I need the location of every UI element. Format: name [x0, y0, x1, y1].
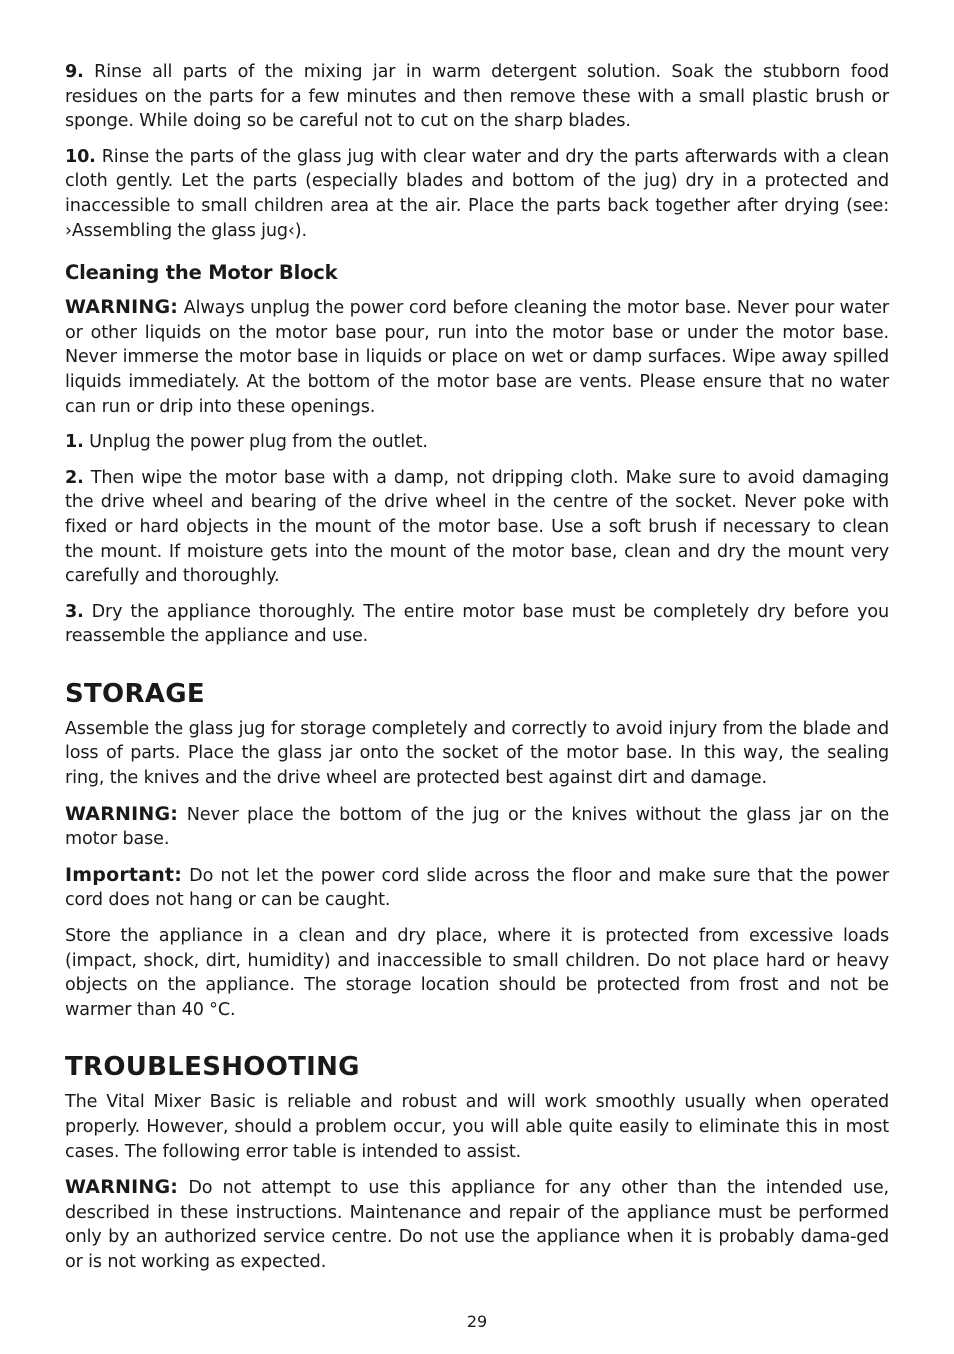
motor-step-1	[65, 430, 889, 455]
step-number: 2.	[65, 467, 84, 488]
step-text: Unplug the power plug from the outlet.	[89, 432, 428, 453]
step-number: 10.	[65, 146, 96, 167]
step-10	[65, 145, 889, 243]
troubleshooting-warning	[65, 1175, 889, 1274]
important-text: Do not let the power cord slide across the floor and make sure that the power cord does not hang or can be caught.	[65, 865, 889, 911]
warning-label: WARNING:	[65, 802, 179, 825]
page-number: 29	[466, 1312, 488, 1331]
warning-text: Do not attempt to use this appliance for any other than the intended use, described in these instructions. Maintenance and repair of the appliance must be performed only by an authorized service centre. Do not use the appliance when it is probably dama-ged or is not working as expected.	[65, 1178, 889, 1272]
document-page	[65, 60, 889, 1286]
motor-block-warning	[65, 295, 889, 419]
step-text: Then wipe the motor base with a damp, not dripping cloth. Make sure to avoid damaging the drive wheel and bearing of the drive wheel in the centre of the socket. Never poke with fixed or hard objects in the mount of the motor base. Use a soft brush if necessary to clean the mount. If moisture gets into the mount of the motor base, clean and dry the mount very carefully and thoroughly.	[65, 467, 889, 587]
storage-warning	[65, 802, 889, 852]
step-text: Rinse the parts of the glass jug with clear water and dry the parts afterwards with a clean cloth gently. Let the parts (especially blades and bottom of the jug) dry in a protected and inaccessible to small children area at the air. Place the parts back together after drying (see: ›Assembling the glass jug‹).	[65, 146, 889, 241]
troubleshooting-paragraph: The Vital Mixer Basic is reliable and robust and will work smoothly usually when operated properly. However, should a problem occur, you will able quite easily to eliminate this in most cases. The following error table is intended to assist.	[65, 1092, 889, 1162]
step-text: Rinse all parts of the mixing jar in warm detergent solution. Soak the stubborn food residues on the parts for a few minutes and then remove these with a small plastic brush or sponge. While doing so be careful not to cut on the sharp blades.	[65, 62, 889, 132]
step-9	[65, 60, 889, 134]
step-text: Dry the appliance thoroughly. The entire motor base must be completely dry before you reassemble the appliance and use.	[65, 601, 889, 647]
step-number: 1.	[65, 432, 84, 453]
storage-important	[65, 863, 889, 913]
step-number: 3.	[65, 601, 84, 622]
step-number: 9.	[65, 62, 84, 82]
warning-label: WARNING:	[65, 296, 179, 319]
storage-paragraph-2: Store the appliance in a clean and dry place, where it is protected from excessive loads (impact, shock, dirt, humidity) and inaccessible to small children. Do not place hard or heavy objects on the appliance. The storage location should be protected from frost and not be warmer than 40 °C.	[65, 926, 889, 1020]
motor-step-2	[65, 466, 889, 589]
warning-label: WARNING:	[65, 1176, 179, 1199]
motor-block-heading: Cleaning the Motor Block	[65, 261, 338, 285]
storage-heading: STORAGE	[65, 678, 205, 709]
motor-step-3	[65, 600, 889, 649]
warning-text: Never place the bottom of the jug or the knives without the glass jar on the motor base.	[65, 804, 889, 850]
troubleshooting-heading: TROUBLESHOOTING	[65, 1052, 360, 1083]
warning-text: Always unplug the power cord before cleaning the motor base. Never pour water or other liquids on the motor base pour, run into the motor base or under the motor base. Never immerse the motor base in liquids or place on wet or damp surfaces. Wipe away spilled liquids immediately. At the bottom of the motor base are vents. Please ensure that no water can run or drip into these openings.	[65, 298, 889, 417]
important-label: Important:	[65, 863, 183, 886]
storage-paragraph-1: Assemble the glass jug for storage completely and correctly to avoid injury from the blade and loss of parts. Place the glass jar onto the socket of the motor base. In this way, the sealing ring, the knives and the drive wheel are protected best against dirt and damage.	[65, 718, 889, 789]
